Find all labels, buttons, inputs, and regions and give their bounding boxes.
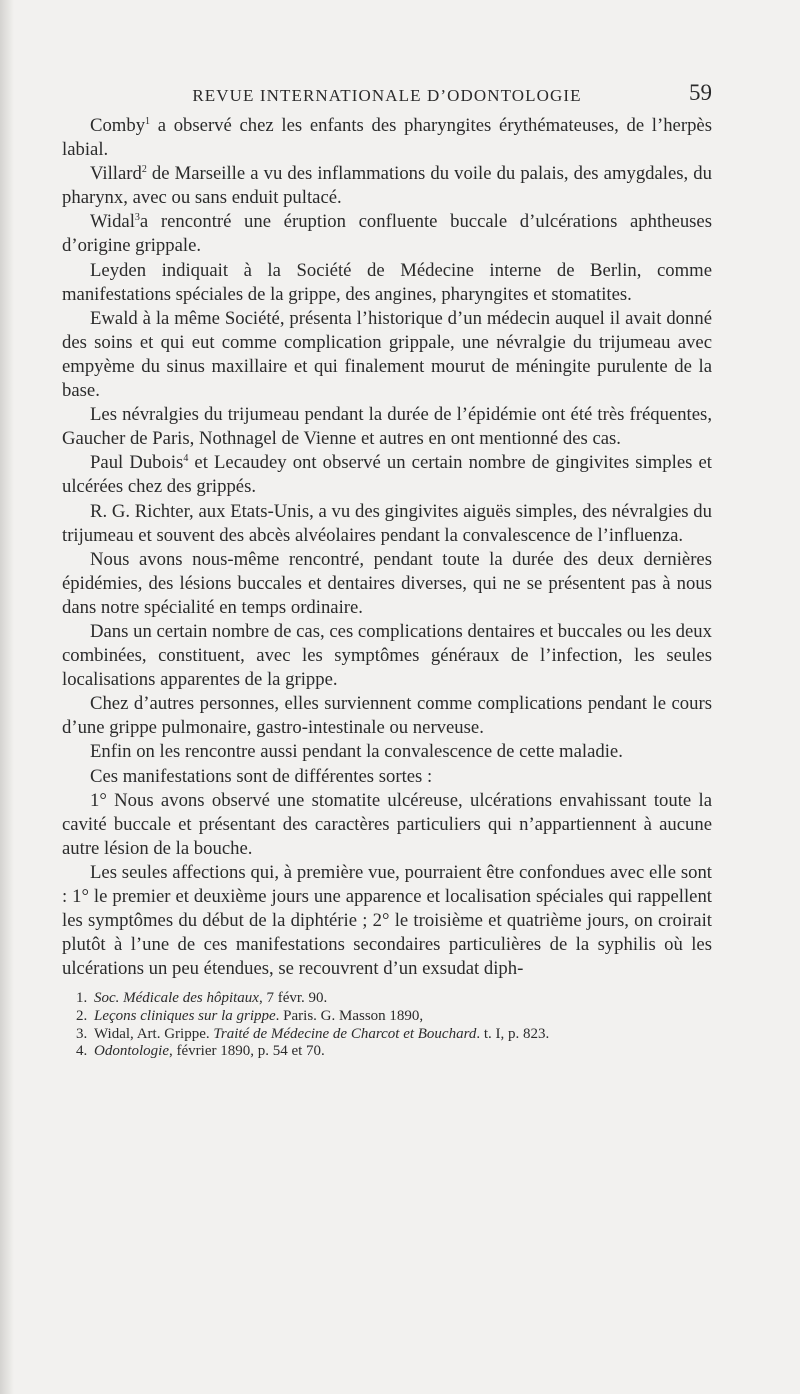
paragraph [62, 307, 712, 403]
footnote-number: 4. [76, 1043, 88, 1060]
paragraph [62, 789, 712, 861]
paragraph-text: Paul Dubois [90, 452, 184, 474]
footnote-work-title: Leçons cliniques sur la grippe [94, 1007, 276, 1024]
paragraph-text: Ewald à la même Société, présenta l’historique d’un médecin auquel il avait donné des soins et qui eut comme complication grippale, une névralgie du trijumeau avec empyème du sinus maxillaire et qui finalement mourut de méningite purulente de la base. [62, 307, 712, 402]
footnote [76, 990, 712, 1008]
running-title: REVUE INTERNATIONALE D’ODONTOLOGIE [192, 86, 582, 105]
footnote [76, 1008, 712, 1026]
paragraph [62, 861, 712, 981]
paragraph-text: R. G. Richter, aux Etats-Unis, a vu des gingivites aiguës simples, des névralgies du trijumeau et souvent des abcès alvéolaires pendant la convalescence de l’influenza. [62, 500, 712, 546]
paragraph-text: Les seules affections qui, à première vue, pourraient être confondues avec elle sont : 1° le premier et deuxième jours une apparence et localisation spéciales qui rappellent les symptômes du début de la diphtérie ; 2° le troisième et quatrième jours, on croirait plutôt à l’une de ces manifestations secondaires particulières de la syphilis où les ulcérations un peu étendues, se recouvrent d’un exsudat diph- [62, 861, 712, 980]
paragraph-text: Dans un certain nombre de cas, ces complications dentaires et buccales ou les deux combinées, constituent, avec les symptômes généraux de l’infection, les seules localisations apparentes de la grippe. [62, 620, 712, 691]
paragraph-text: Ces manifestations sont de différentes sortes : [90, 765, 433, 787]
paragraph-text: Leyden indiquait à la Société de Médecine interne de Berlin, comme manifestations spéciales de la grippe, des angines, pharyngites et stomatites. [62, 259, 712, 305]
footnote [76, 1026, 712, 1044]
page-binding-shadow [0, 0, 14, 1394]
paragraph-text: 1° Nous avons observé une stomatite ulcéreuse, ulcérations envahissant toute la cavité buccale et présentant des caractères particuliers qui n’appartiennent à aucune autre lésion de la bouche. [62, 789, 712, 859]
paragraph [62, 259, 712, 307]
paragraph [62, 692, 712, 740]
paragraph-text: a observé chez les enfants des pharyngites érythémateuses, de l’herpès labial. [62, 115, 712, 161]
footnote-work-title: Odontologie [94, 1043, 169, 1060]
footnotes [62, 990, 712, 1060]
paragraph [62, 162, 712, 210]
footnote-work-title: Soc. Médicale des hôpitaux [94, 990, 259, 1007]
paragraph [62, 740, 712, 764]
paragraph-text: de Marseille a vu des inflammations du voile du palais, des amygdales, du pharynx, avec ou sans enduit pultacé. [62, 163, 712, 209]
page [62, 80, 712, 1061]
paragraph [62, 500, 712, 548]
paragraph [62, 620, 712, 692]
paragraph [62, 114, 712, 162]
footnote-details: . Paris. G. Masson 1890, [275, 1007, 424, 1024]
footnote-details: , février 1890, p. 54 et 70. [169, 1043, 325, 1060]
footnote-number: 2. [76, 1007, 88, 1024]
paragraph-text: Chez d’autres personnes, elles surviennent comme complications pendant le cours d’une grippe pulmonaire, gastro-intestinale ou nerveuse. [62, 693, 712, 739]
footnote [76, 1043, 712, 1061]
footnote-work-title: Traité de Médecine de Charcot et Bouchard [213, 1025, 477, 1042]
footnote-marker: 3 [134, 212, 140, 224]
paragraph-text: Widal [90, 211, 135, 233]
paragraph [62, 210, 712, 258]
paragraph [62, 548, 712, 620]
paragraph-text: Enfin on les rencontre aussi pendant la convalescence de cette maladie. [90, 741, 623, 763]
page-number: 59 [689, 80, 712, 105]
running-head [62, 80, 712, 114]
footnote-marker: 1 [145, 116, 151, 127]
paragraph-text: a rencontré une éruption confluente buccale d’ulcérations aphtheuses d’origine grippale. [62, 211, 712, 257]
paragraph [62, 765, 712, 789]
footnote-author: Widal, Art. Grippe. [94, 1025, 214, 1042]
body-text [62, 114, 712, 981]
paragraph-text: Les névralgies du trijumeau pendant la durée de l’épidémie ont été très fréquentes, Gaucher de Paris, Nothnagel de Vienne et autres en ont mentionné des cas. [62, 404, 712, 450]
footnote-marker: 2 [141, 164, 147, 176]
paragraph-text: Comby [90, 115, 146, 136]
footnote-number: 3. [76, 1025, 88, 1042]
footnote-details: , 7 févr. 90. [258, 990, 328, 1007]
footnote-marker: 4 [183, 453, 189, 465]
footnote-details: . t. I, p. 823. [476, 1025, 550, 1042]
paragraph-text: Villard [90, 163, 142, 185]
footnote-number: 1. [76, 990, 88, 1007]
paragraph [62, 451, 712, 499]
paragraph-text: Nous avons nous-même rencontré, pendant toute la durée des deux dernières épidémies, des lésions buccales et dentaires diverses, qui ne se présentent pas à nous dans notre spécialité en temps ordinaire. [62, 548, 712, 618]
paragraph [62, 403, 712, 451]
paragraph-text: et Lecaudey ont observé un certain nombre de gingivites simples et ulcérées chez des grippés. [62, 452, 712, 498]
